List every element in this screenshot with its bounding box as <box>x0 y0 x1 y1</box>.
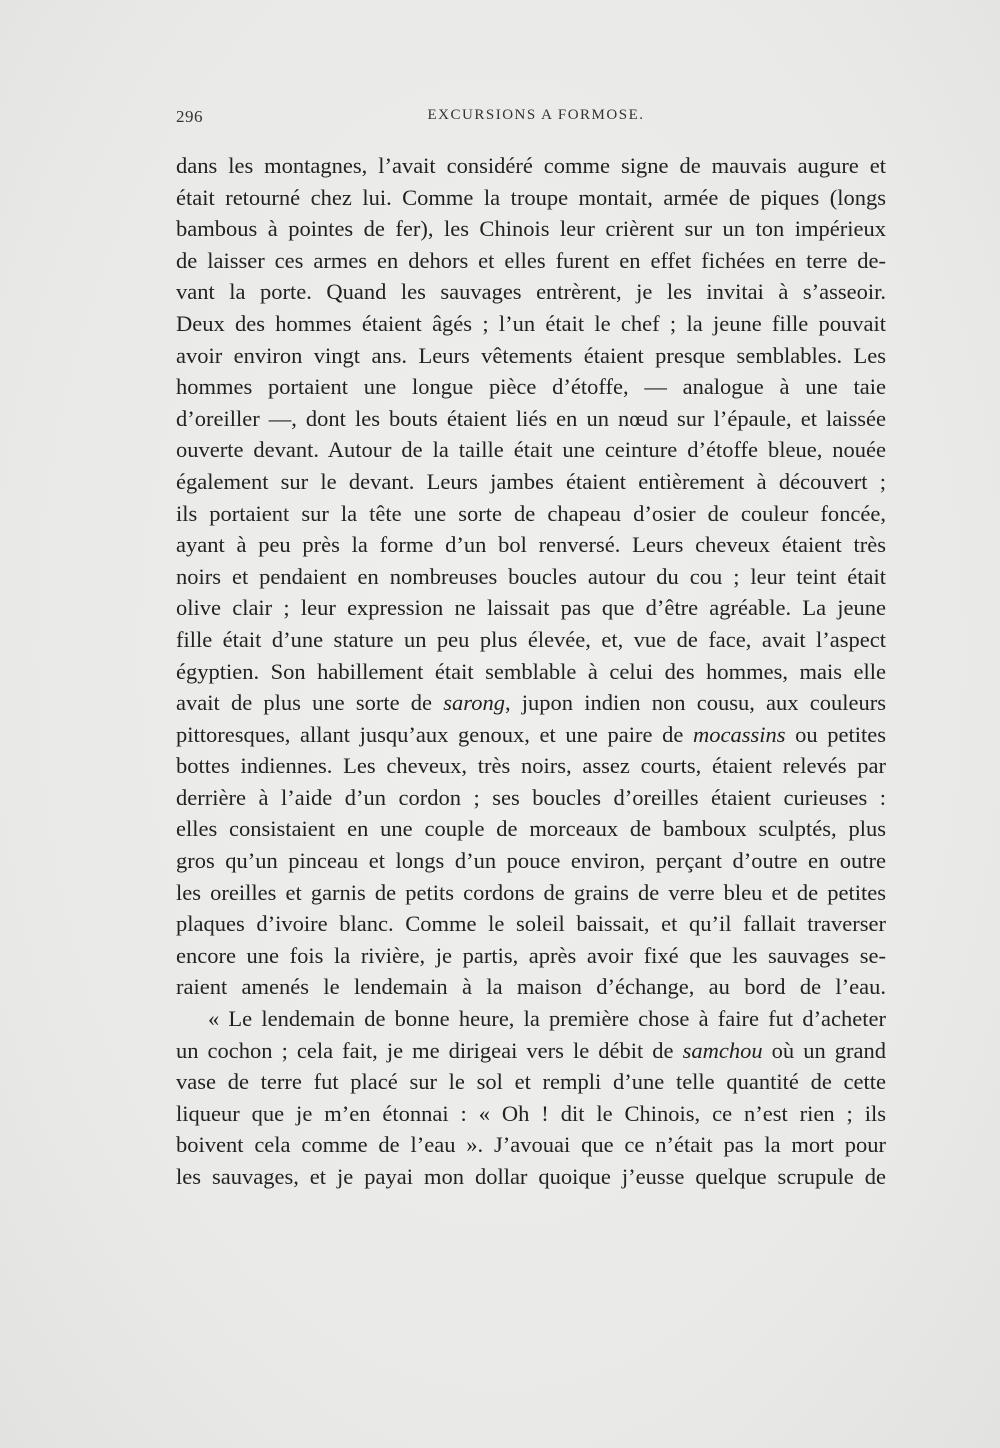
italic-term: sarong <box>443 690 505 716</box>
italic-term: samchou <box>682 1037 763 1063</box>
text-line: avait de plus une sorte de sarong, jupon indien non cousu, aux couleurs <box>176 690 886 716</box>
text-line: bottes indiennes. Les cheveux, très noirs, assez courts, étaient relevés par <box>176 753 886 779</box>
body-text <box>176 150 886 1193</box>
text-line: olive clair ; leur expression ne laissait pas que d’être agréable. La jeune <box>176 595 886 621</box>
text-line: hommes portaient une longue pièce d’étoffe, — analogue à une taie <box>176 374 886 400</box>
text-line: ils portaient sur la tête une sorte de chapeau d’osier de couleur foncée, <box>176 500 886 526</box>
text-line: gros qu’un pinceau et longs d’un pouce environ, perçant d’outre en outre <box>176 848 886 874</box>
text-line: encore une fois la rivière, je partis, après avoir fixé que les sauvages se- <box>176 942 886 968</box>
text-line: liqueur que je m’en étonnai : « Oh ! dit le Chinois, ce n’est rien ; ils <box>176 1100 886 1126</box>
text-line: dans les montagnes, l’avait considéré comme signe de mauvais augure et <box>176 153 886 178</box>
text-line: pittoresques, allant jusqu’aux genoux, et une paire de mocassins ou petites <box>176 721 886 747</box>
paragraph <box>176 150 886 1003</box>
text-line: également sur le devant. Leurs jambes étaient entièrement à découvert ; <box>176 468 886 494</box>
text-line: vase de terre fut placé sur le sol et rempli d’une telle quantité de cette <box>176 1069 886 1095</box>
text-line: les sauvages, et je payai mon dollar quoique j’eusse quelque scrupule de <box>176 1164 886 1189</box>
text-line: ayant à peu près la forme d’un bol renversé. Leurs cheveux étaient très <box>176 532 886 558</box>
text-line: boivent cela comme de l’eau ». J’avouai que ce n’était pas la mort pour <box>176 1132 886 1158</box>
page-number: 296 <box>176 107 203 126</box>
text-line: était retourné chez lui. Comme la troupe montait, armée de piques (longs <box>176 184 886 210</box>
text-line: noirs et pendaient en nombreuses boucles autour du cou ; leur teint était <box>176 563 886 589</box>
text-line: ouverte devant. Autour de la taille était une ceinture d’étoffe bleue, nouée <box>176 437 886 463</box>
italic-term: mocassins <box>692 721 786 747</box>
text-line: « Le lendemain de bonne heure, la première chose à faire fut d’acheter <box>208 1006 886 1032</box>
text-line: derrière à l’aide d’un cordon ; ses boucles d’oreilles étaient curieuses : <box>176 784 886 810</box>
text-line: de laisser ces armes en dehors et elles furent en effet fichées en terre de- <box>176 247 886 273</box>
text-line: les oreilles et garnis de petits cordons de grains de verre bleu et de petites <box>176 879 886 905</box>
text-line: raient amenés le lendemain à la maison d’échange, au bord de l’eau. <box>176 974 886 1000</box>
running-head <box>176 107 886 133</box>
text-line: plaques d’ivoire blanc. Comme le soleil baissait, et qu’il fallait traverser <box>176 911 886 937</box>
text-line: elles consistaient en une couple de morceaux de bamboux sculptés, plus <box>176 816 886 842</box>
text-line: vant la porte. Quand les sauvages entrèrent, je les invitai à s’asseoir. <box>176 279 886 305</box>
text-line: égyptien. Son habillement était semblable à celui des hommes, mais elle <box>176 658 886 684</box>
paragraph <box>176 1003 886 1193</box>
text-line: Deux des hommes étaient âgés ; l’un était le chef ; la jeune fille pouvait <box>176 310 886 336</box>
text-line: d’oreiller —, dont les bouts étaient liés en un nœud sur l’épaule, et laissée <box>176 405 886 431</box>
running-title: EXCURSIONS A FORMOSE. <box>427 107 645 123</box>
text-line: avoir environ vingt ans. Leurs vêtements étaient presque semblables. Les <box>176 342 886 368</box>
text-line: un cochon ; cela fait, je me dirigeai vers le débit de samchou où un grand <box>176 1037 886 1063</box>
text-line: bambous à pointes de fer), les Chinois leur crièrent sur un ton impérieux <box>176 216 886 242</box>
text-line: fille était d’une stature un peu plus élevée, et, vue de face, avait l’aspect <box>176 626 886 652</box>
